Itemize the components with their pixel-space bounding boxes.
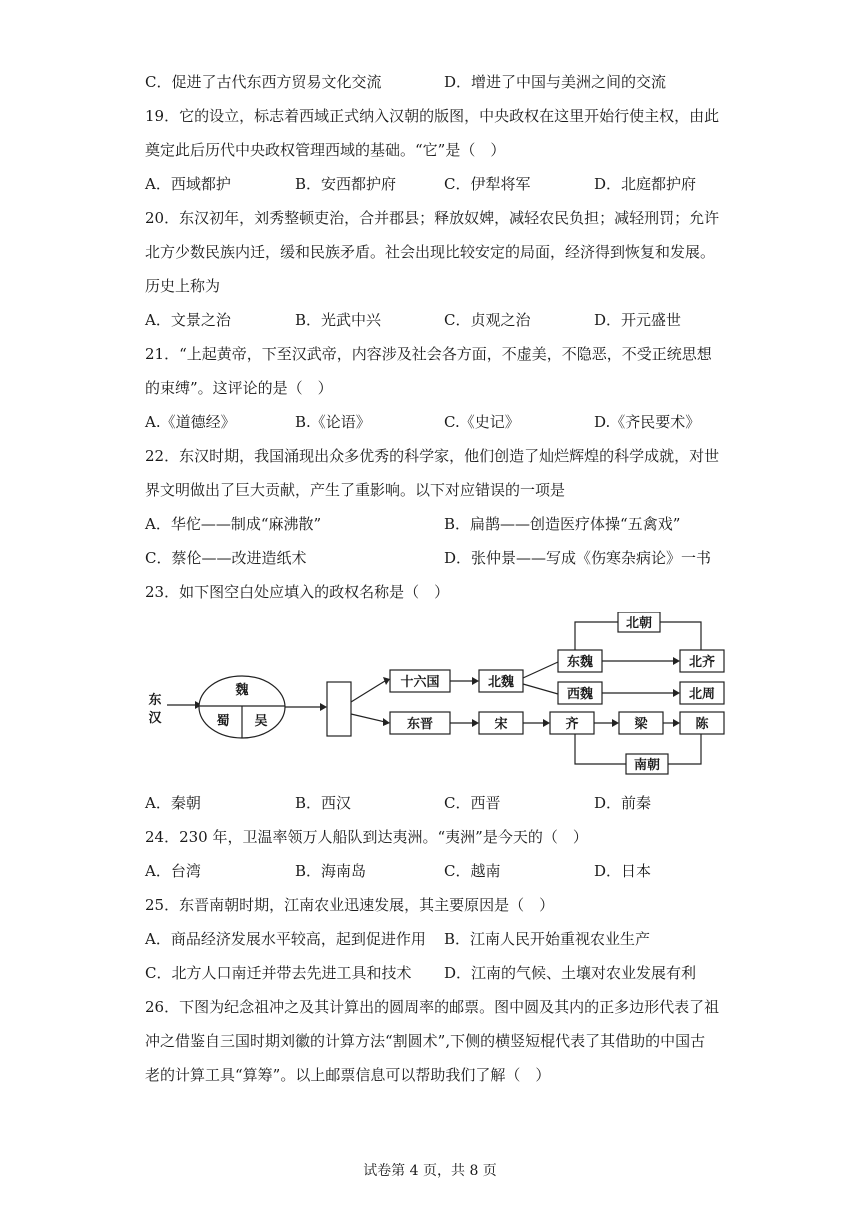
q24-option-b[interactable]: B．海南岛 — [295, 862, 367, 880]
arrowhead-icon — [543, 719, 550, 727]
arrowhead-icon — [383, 718, 390, 726]
q24-option-a[interactable]: A．台湾 — [145, 862, 201, 880]
label-xiwei: 西魏 — [566, 687, 594, 702]
dynasty-flow-diagram — [145, 612, 745, 782]
q21-option-c[interactable]: C.《史记》 — [444, 413, 520, 431]
q20-stem-line1: 20．东汉初年，刘秀整顿吏治，合并郡县；释放奴婢，减轻农民负担；减轻刑罚；允许 — [145, 209, 720, 227]
q22-stem-line2: 界文明做出了巨大贡献，产生了重影响。以下对应错误的一项是 — [145, 481, 566, 499]
label-shu: 蜀 — [216, 714, 230, 729]
label-liang: 梁 — [634, 717, 648, 732]
q19-option-a[interactable]: A．西域都护 — [145, 175, 231, 193]
label-shiliuguo: 十六国 — [400, 675, 440, 690]
label-song: 宋 — [494, 717, 508, 732]
q22-option-c[interactable]: C．蔡伦——改进造纸术 — [145, 549, 307, 567]
label-beiwei: 北魏 — [487, 675, 515, 690]
q20-option-b[interactable]: B．光武中兴 — [295, 311, 382, 329]
q21-option-b[interactable]: B.《论语》 — [295, 413, 371, 431]
q20-stem-line3: 历史上称为 — [145, 277, 221, 295]
arrowhead-icon — [472, 677, 479, 685]
q26-stem-line2: 冲之借鉴自三国时期刘徽的计算方法“割圆术”,下侧的横竖短棍代表了其借助的中国古 — [145, 1032, 706, 1050]
label-beizhou: 北周 — [688, 687, 716, 702]
q23-stem-line1: 23．如下图空白处应填入的政权名称是（ ） — [145, 583, 450, 601]
arrowhead-icon — [673, 657, 680, 665]
q23-option-b[interactable]: B．西汉 — [295, 794, 352, 812]
blank-regime-box[interactable] — [327, 682, 351, 736]
label-beiqi: 北齐 — [688, 655, 716, 670]
q20-option-c[interactable]: C．贞观之治 — [444, 311, 531, 329]
q24-option-c[interactable]: C．越南 — [444, 862, 501, 880]
q20-option-a[interactable]: A．文景之治 — [145, 311, 231, 329]
label-donghan-2: 汉 — [148, 711, 162, 726]
q19-option-c[interactable]: C．伊犁将军 — [444, 175, 531, 193]
q25-option-a[interactable]: A．商品经济发展水平较高，起到促进作用 — [145, 930, 426, 948]
q19-stem-line2: 奠定此后历代中央政权管理西域的基础。“它”是（ ） — [145, 141, 506, 159]
branch-to-shiliuguo — [351, 681, 385, 702]
q21-option-d[interactable]: D.《齐民要术》 — [594, 413, 701, 431]
q26-stem-line1: 26．下图为纪念祖冲之及其计算出的圆周率的邮票。图中圆及其内的正多边形代表了祖 — [145, 998, 720, 1016]
q26-stem-line3: 老的计算工具“算筹”。以上邮票信息可以帮助我们了解（ ） — [145, 1066, 551, 1084]
q18-option-d[interactable]: D．增进了中国与美洲之间的交流 — [444, 73, 667, 91]
label-qi: 齐 — [565, 717, 579, 732]
q21-stem-line2: 的束缚”。这评论的是（ ） — [145, 379, 333, 397]
q20-option-d[interactable]: D．开元盛世 — [594, 311, 682, 329]
q19-stem-line1: 19．它的设立，标志着西域正式纳入汉朝的版图，中央政权在这里开始行使主权，由此 — [145, 107, 720, 125]
page-footer: 试卷第 4 页，共 8 页 — [363, 1163, 497, 1179]
label-chen: 陈 — [695, 717, 709, 732]
q25-option-c[interactable]: C．北方人口南迁并带去先进工具和技术 — [145, 964, 412, 982]
arrowhead-icon — [673, 719, 680, 727]
q23-option-d[interactable]: D．前秦 — [594, 794, 652, 812]
label-donghan-1: 东 — [148, 693, 162, 708]
label-beichao: 北朝 — [625, 616, 653, 631]
arrowhead-icon — [472, 719, 479, 727]
q22-option-d[interactable]: D．张仲景——写成《伤寒杂病论》一书 — [444, 549, 712, 567]
label-dongwei: 东魏 — [566, 655, 594, 670]
branch-to-dongjin — [351, 714, 385, 722]
label-dongjin: 东晋 — [406, 717, 434, 732]
label-wu: 吴 — [254, 714, 268, 729]
label-wei: 魏 — [235, 683, 249, 698]
q21-stem-line1: 21．“上起黄帝，下至汉武帝，内容涉及社会各方面，不虚美，不隐恶，不受正统思想 — [145, 345, 712, 363]
q25-option-d[interactable]: D．江南的气候、土壤对农业发展有利 — [444, 964, 697, 982]
branch-to-dongwei — [523, 662, 558, 678]
arrowhead-icon — [673, 689, 680, 697]
q20-stem-line2: 北方少数民族内迁，缓和民族矛盾。社会出现比较安定的局面，经济得到恢复和发展。 — [145, 243, 716, 261]
q22-option-b[interactable]: B．扁鹊——创造医疗体操“五禽戏” — [444, 515, 681, 533]
arrowhead-icon — [612, 719, 619, 727]
label-nanchao: 南朝 — [633, 758, 661, 773]
q24-option-d[interactable]: D．日本 — [594, 862, 652, 880]
q24-stem-line1: 24．230 年，卫温率领万人船队到达夷洲。“夷洲”是今天的（ ） — [145, 828, 588, 846]
branch-to-xiwei — [523, 684, 558, 694]
q19-option-b[interactable]: B．安西都护府 — [295, 175, 397, 193]
q23-option-c[interactable]: C．西晋 — [444, 794, 501, 812]
q25-stem-line1: 25．东晋南朝时期，江南农业迅速发展，其主要原因是（ ） — [145, 896, 555, 914]
q21-option-a[interactable]: A.《道德经》 — [145, 413, 236, 431]
q23-option-a[interactable]: A．秦朝 — [145, 794, 201, 812]
q22-option-a[interactable]: A．华佗——制成“麻沸散” — [145, 515, 322, 533]
q18-option-c[interactable]: C．促进了古代东西方贸易文化交流 — [145, 73, 382, 91]
q19-option-d[interactable]: D．北庭都护府 — [594, 175, 697, 193]
q25-option-b[interactable]: B．江南人民开始重视农业生产 — [444, 930, 651, 948]
q22-stem-line1: 22．东汉时期，我国涌现出众多优秀的科学家，他们创造了灿烂辉煌的科学成就，对世 — [145, 447, 720, 465]
arrowhead-icon — [320, 703, 327, 711]
